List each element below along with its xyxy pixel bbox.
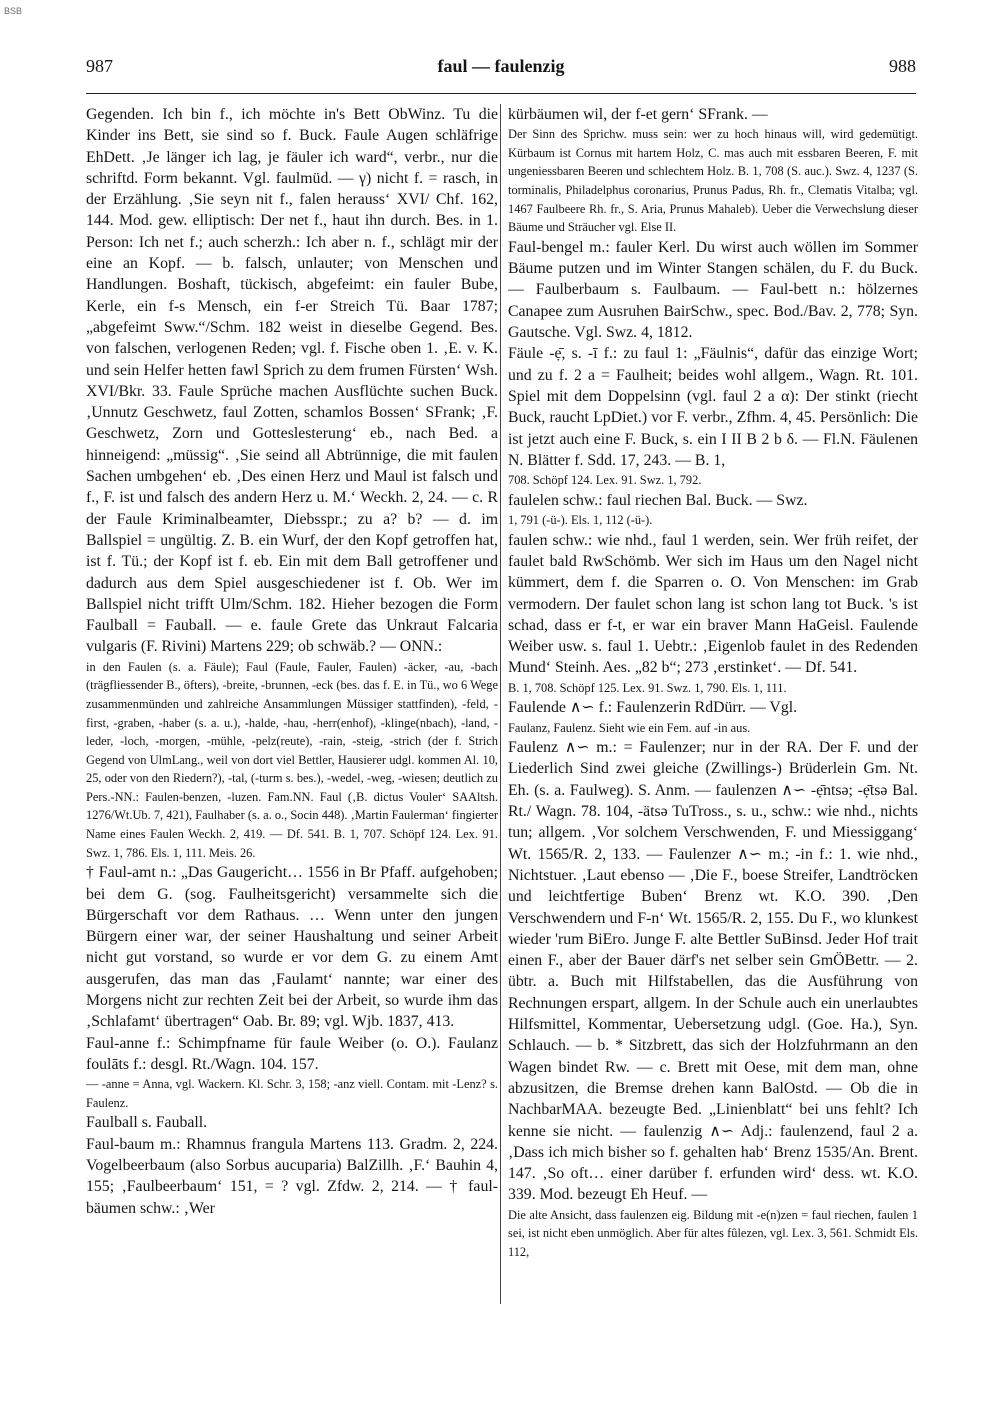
paragraph: Faulenz ∧∽ m.: = Faulenzer; nur in der RA. Der F. und der Liederlich Sind zwei gleiche (Zwillings-) Brüderlein Gm. Nt. Eh. (s. a. Faulweg). S. Anm. — faulenzen ∧∽ -ẹ̄ntsə; -ẹ̄tsə Bal. Rt./ Wagn. 78. 104, -ätsə TuTross., s. u., schw.: wie nhd., nichts tun; allgem. ‚Vor solchem Verschwenden, F. und Miessiggang‘ Wt. 1565/R. 2, 133. — Faulenzer ∧∽ m.; -in f.: 1. wie nhd., Nichtstuer. ‚Laut ebenso — ‚Die F., boese Streifer, Landtröcken und leichtfertige Buben‘ Brenz wt. K.O. 390. ‚Den Verschwendern und F-n‘ Wt. 1565/R. 2, 155. Du F., wo klunkest wieder 'rum BiEro. Junge F. alte Bettler SuBinsd. Jeder Hof trait einen F., aber der Bauer därf's net selber sein GmÖBettr. — 2. übtr. a. Buch mit Hilfstabellen, das die Ausführung von Rechnungen erspart, allgem. In der Schule auch ein unerlaubtes Hilfsmittel, Kommentar, Uebersetzung udgl. (Goe. Ha.), Syn. Schlauch. — b. * Sitzbrett, das sich der Holzfuhrmann an den Wagen bindet Rw. — c. Brett mit Oese, mit dem man, ohne abzusitzen, die Bremse drehen kann BalOstd. — Ob die in NachbarMAA. bezeugte Bed. „Linienblatt“ bei uns fehlt? Ich kenne sie nicht. — faulenzig ∧∽ Adj.: faulenzend, faul 2 a. ‚Dass ich mich bisher so f. gehalten hab‘ Brenz 1535/An. Brent. 147. ‚So oft… einer darüber f. erfunden wird‘ dess. wt. K.O. 339. Mod. bezeugt Eh Heuf. — [508,739,918,1204]
paragraph: Die alte Ansicht, dass faulenzen eig. Bildung mit -e(n)zen = faul riechen, faulen 1 sei, ist nicht eben unmöglich. Aber für altes fûlezen, vgl. Lex. 3, 561. Schmidt Els. 112, [508,1207,918,1259]
paragraph: † Faul-amt n.: „Das Gaugericht… 1556 in Br Pfaff. aufgehoben; bei dem G. (sog. Faulheitsgericht) versammelte sich die Bürgerschaft vor dem Rathaus. … Wenn unter den jungen Bürgern einer war, der seiner Haushaltung und seiner Arbeit nicht gut vorstand, so wurde er vor dem G. zu einem Amt ausgerufen, das man das ‚Faulamt‘ nannte; war einer des Morgens nicht zur rechten Zeit bei der Arbeit, so wurde ihm das ‚Schlafamt‘ übertragen“ Oab. Br. 89; vgl. Wjb. 1837, 413. [86,864,498,1031]
page-number-left: 987 [86,56,113,76]
paragraph: Faul-anne f.: Schimpfname für faule Weiber (o. O.). Faulanz foulāts f.: desgl. Rt./Wagn. 104. 157. [86,1034,498,1073]
paragraph: faulen schw.: wie nhd., faul 1 werden, sein. Wer früh reifet, der faulet bald RwSchömb. Wer sich im Haus um den Nagel nicht kümmert, dem f. die Sparren o. O. Von Menschen: im Grab vermodern. Der faulet schon lang ist schon lang tot Buck. 's ist schad, dass er f-t, er war ein braver Mann HaGeisl. Faulende Weiber usw. s. faul 1. Uebtr.: ‚Eigenlob faulet in des Redenden Mund‘ Steinh. Aes. „82 b“; 273 ‚erstinket‘. — Df. 541. [508,531,918,677]
paragraph: in den Faulen (s. a. Fäule); Faul (Faule, Fauler, Faulen) -äcker, -au, -bach (trägfliessender B., öfters), -breite, -brunnen, -eck (bes. das f. E. in Tü., wo 6 Wege zusammenmünden und zahlreiche Ansammlungen Müssiger stattfinden), -feld, -first, -graben, -haber (s. a. u.), -halde, -hau, -herr(enhof), -klinge(nbach), -land, -leder, -loch, -morgen, -mühle, -pelz(reute), -rain, -steig, -strich (der f. Strich Gegend von UlmLang., weil von dort viel Bettler, Hausierer udgl. kommen Al. 10, 25, oder von den Riedern?), -tal, (-turm s. bes.), -wedel, -weg, -wiesen; deutlich zu Pers.-NN.: Faulen-benzen, -luzen. Fam.NN. Faul (‚B. dictus Vouler‘ SAAltsh. 1276/Wt.Ub. 7, 421), Faulhaber (s. a. o., Socin 448). ‚Martin Faulerman‘ fingierter Name eines Faulen Weckh. 2, 419. — Df. 541. B. 1, 707. Schöpf 124. Lex. 91. Swz. 1, 786. Els. 1, 111. Meis. 26. [86,659,498,860]
page-header [86,56,916,82]
paragraph: — -anne = Anna, vgl. Wackern. Kl. Schr. 3, 158; -anz viell. Contam. mit -Lenz? s. Faulenz. [86,1077,498,1110]
paragraph: Faulende ∧∽ f.: Faulenzerin RdDürr. — Vgl. [508,699,798,717]
paragraph: Faul-bengel m.: fauler Kerl. Du wirst auch wöllen im Sommer Bäume putzen und im Winter Stangen schälen, du F. du Buck. — Faulberbaum s. Faulbaum. — Faul-bett n.: hölzernes Canapee zum Ausruhen BairSchw., spec. Bod./Bav. 2, 778; Syn. Gautsche. Vgl. Swz. 4, 1812. [508,238,918,342]
paragraph: Gegenden. Ich bin f., ich möchte in's Bett ObWinz. Tu die Kinder ins Bett, sie sind so f. Buck. Faule Augen schläfrige EhDett. ‚Je länger ich lag, je fäuler ich ward“, verbr., nur die schriftd. Form bekannt. Vgl. faulmüd. — γ) nicht f. = rasch, in der Erzählung. ‚Sie seyn nit f., falen herauss‘ XVI/ Chf. 162, 144. Mod. gew. elliptisch: Der net f., haut ihn durch. Bes. in 1. Person: Ich net f.; auch scherzh.: Ich aber n. f., schlägt mir der eine an Kopf. — b. falsch, unlauter; von Menschen und Handlungen. Boshaft, tückisch, abgefeimt: ein fauler Bube, Kerle, ein f-s Mensch, ein f-er Streich Tü. Baar 1787; „abgefeimt Sww.“/Schm. 182 weist in dieselbe Gegend. Bes. von falschen, verlogenen Reden; vgl. f. Fische oben 1. ‚E. v. K. und sein Helfer hetten fawl Sprich zu dem frumen Fürsten‘ Wsh. XVI/Bkr. 33. Faule Sprüche machen Ausflüchte suchen Buck. ‚Unnutz Geschwetz, faul Zotten, schamlos Bossen‘ SFrank; ‚F. Geschwetz, Zorn und Gotteslesterung‘ eb., nach Bed. a hinneigend: „müssig“. ‚Sie seind all Abtrünnige, die mit faulen Sachen umbgehen‘ eb. ‚Des einen Herz und Maul ist falsch und f., F. ist und falsch des andern Herz u. M.‘ Weckh. 2, 24. — c. R der Faule Kriminalbeamter, Diebsspr.; zu a? b? — d. im Ballspiel = ungültig. Z. B. ein Wurf, der den Kopf getroffen hat, ist f. Tü.; der Kopf ist f. eb. Ein mit dem Ball getroffener und dadurch aus dem Spiel ausgeschiedener ist f. Ob. Wer im Ballspiel nicht trifft Ulm/Schm. 182. Hieher bezogen die Form Faulball = Fauball. — e. faule Grete das Unkraut Falcaria vulgaris (F. Rivini) Martens 229; ob schwäb.? — ONN.: [86,106,498,656]
library-stamp: BSB [4,6,23,16]
paragraph: B. 1, 708. Schöpf 125. Lex. 91. Swz. 1, 790. Els. 1, 111. [508,680,787,695]
left-column [86,104,498,1304]
paragraph: Faulball s. Fauball. [86,1114,208,1132]
paragraph: Fäule -ẹ̄, s. -ī f.: zu faul 1: „Fäulnis“, dafür das einzige Wort; und zu f. 2 a = Faulheit; beides wohl allgem., Wagn. Rt. 101. Spiel mit dem Doppelsinn (vgl. faul 2 a α): Der stinkt (riecht Buck, raucht LpDiet.) vor F. verbr., Zfhm. 4, 45. Persönlich: Die ist jetzt auch eine F. Buck, s. ein I II B 2 b δ. — Fl.N. Fäulenen N. Blätter f. Sdd. 17, 243. — B. 1, [508,345,918,469]
column-divider [500,104,501,1304]
paragraph: 708. Schöpf 124. Lex. 91. Swz. 1, 792. [508,473,702,488]
paragraph: Der Sinn des Sprichw. muss sein: wer zu hoch hinaus will, wird gedemütigt. Kürbaum ist Cornus mit hartem Holz, C. mas auch mit essbaren Beeren, F. mit ungeniessbaren Beeren und schlechtem Holz. B. 1, 708 (S. auc.). Swz. 4, 1237 (S. torminalis, Philadelphus coronarius, Prunus Padus, Rh. fr., Clematis Vitalba; vgl. 1467 Faulbeere Rh. fr., S. Aria, Prunus Mahaleb). Ueber die Verwechslung dieser Bäume und Sträucher vgl. Else II. [508,127,918,235]
paragraph: kürbäumen wil, der f-et gern‘ SFrank. — [508,106,768,123]
paragraph: faulelen schw.: faul riechen Bal. Buck. — Swz. [508,491,808,509]
paragraph: Faulanz, Faulenz. Sieht wie ein Fem. auf -in aus. [508,720,751,735]
paragraph: Faul-baum m.: Rhamnus frangula Martens 113. Gradm. 2, 224. Vogelbeerbaum (also Sorbus aucuparia) BalZillh. ‚F.‘ Bauhin 4, 155; ‚Faulbeerbaum‘ 151, = ? vgl. Zfdw. 2, 214. — † faul-bäumen schw.: ‚Wer [86,1135,498,1217]
page-number-right: 988 [889,56,916,76]
running-head: faul — faulenzig [437,56,565,76]
right-column [508,104,918,1304]
paragraph: 1, 791 (-ü-). Els. 1, 112 (-ü-). [508,513,653,528]
header-rule [86,93,916,94]
